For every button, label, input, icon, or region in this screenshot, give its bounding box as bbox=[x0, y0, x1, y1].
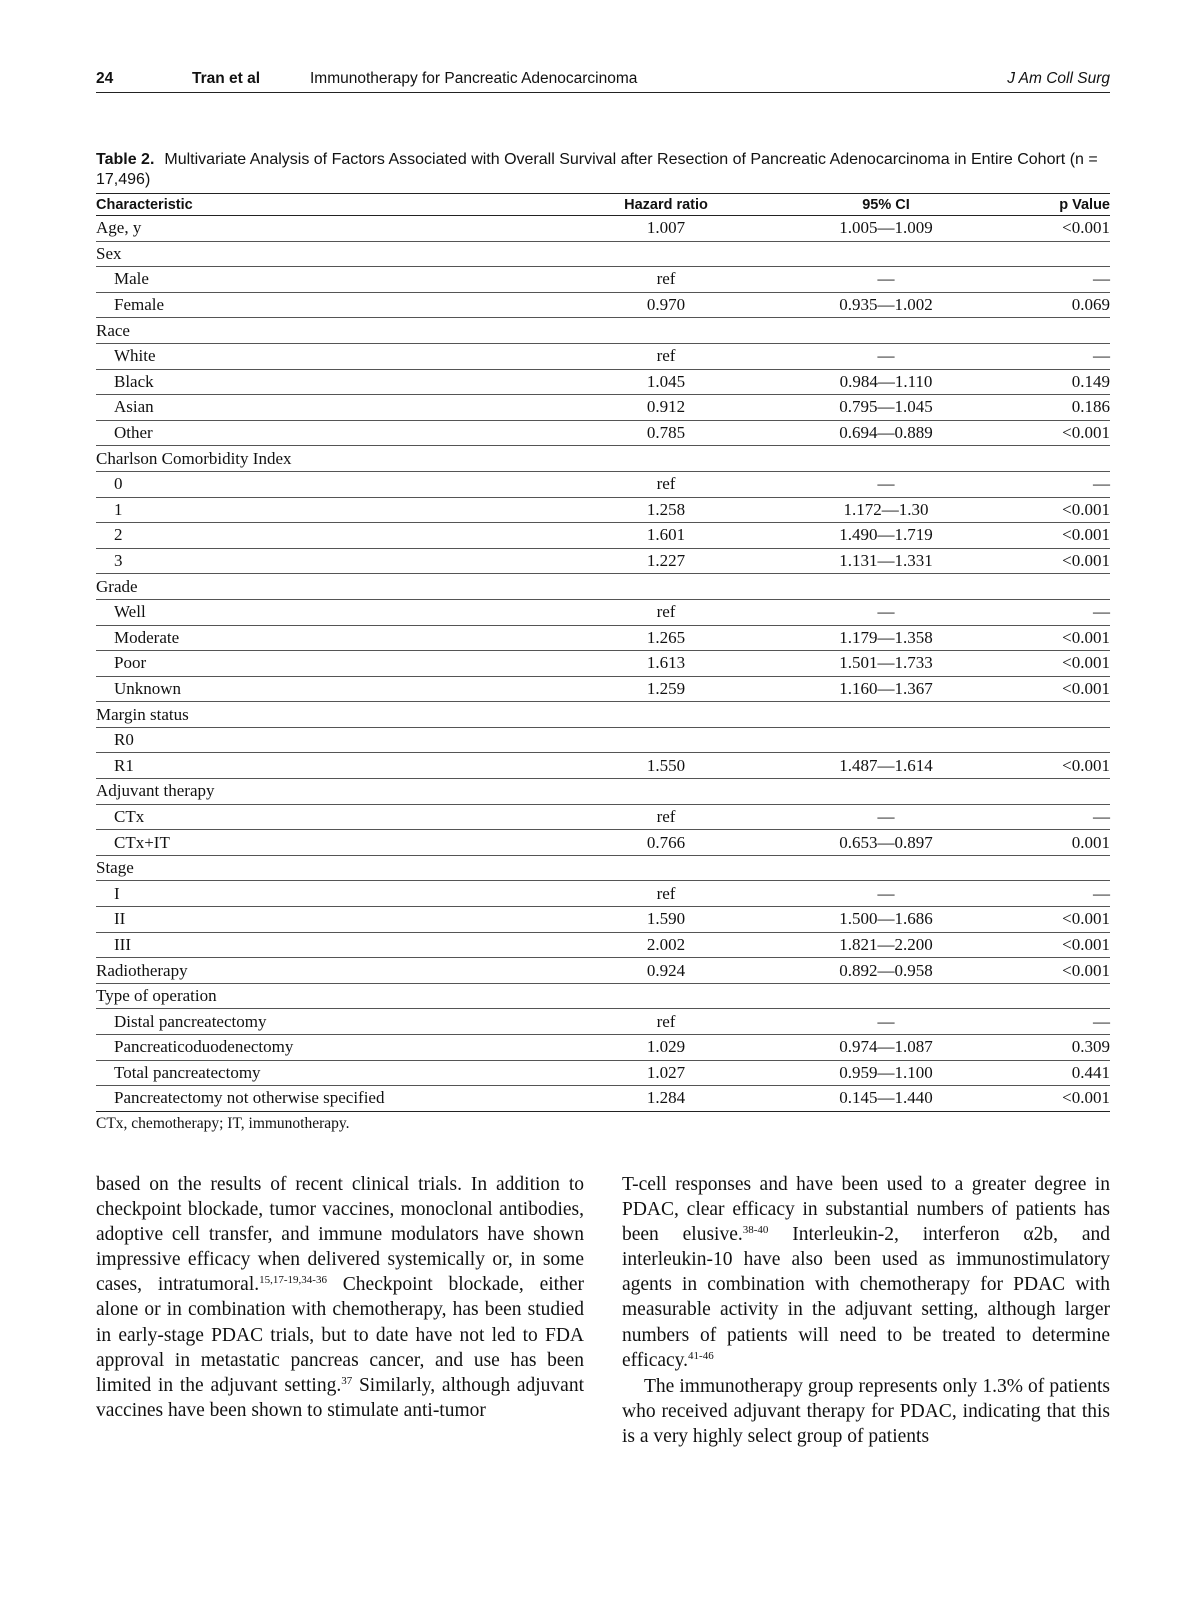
cell-hazard-ratio: 0.785 bbox=[646, 423, 686, 443]
cell-ci: 0.694—0.889 bbox=[839, 423, 933, 443]
cell-hazard-ratio: 1.007 bbox=[646, 218, 686, 238]
cell-hazard-ratio: 2.002 bbox=[646, 934, 686, 954]
table-row bbox=[96, 446, 1110, 472]
cell-hazard-ratio bbox=[556, 727, 776, 753]
cell-characteristic: Female bbox=[114, 295, 165, 315]
cell-p-value bbox=[996, 702, 1110, 728]
cell-ci: 0.795—1.045 bbox=[839, 397, 933, 417]
table-row bbox=[96, 779, 1110, 805]
cell-p-value bbox=[996, 779, 1110, 805]
cell-ci: — bbox=[877, 883, 895, 903]
cell-characteristic: Charlson Comorbidity Index bbox=[96, 448, 292, 468]
cell-hazard-ratio: 1.258 bbox=[646, 499, 686, 519]
cell-p-value: — bbox=[1093, 346, 1110, 366]
cell-characteristic: I bbox=[114, 883, 120, 903]
cell-characteristic: Stage bbox=[96, 858, 134, 878]
cell-hazard-ratio: 1.259 bbox=[646, 678, 686, 698]
cell-p-value: 0.001 bbox=[1071, 832, 1110, 852]
cell-p-value: <0.001 bbox=[1062, 678, 1110, 698]
cell-p-value: <0.001 bbox=[1062, 551, 1110, 571]
cell-p-value: <0.001 bbox=[1062, 218, 1110, 238]
cell-p-value: <0.001 bbox=[1062, 1088, 1110, 1108]
cell-hazard-ratio bbox=[556, 779, 776, 805]
body-text: T-cell responses and have been used to a greater degree in PDAC, clear efficacy in substantial numbers of patients has been elusive. bbox=[622, 1174, 1110, 1246]
column-header-characteristic: Characteristic bbox=[96, 196, 193, 213]
table-row bbox=[96, 983, 1110, 1009]
cell-hazard-ratio: ref bbox=[656, 806, 676, 826]
table-row bbox=[96, 651, 1110, 677]
cell-p-value: — bbox=[1093, 806, 1110, 826]
cell-hazard-ratio bbox=[556, 702, 776, 728]
cell-p-value: — bbox=[1093, 1011, 1110, 1031]
cell-ci: 0.984—1.110 bbox=[839, 371, 933, 391]
cell-hazard-ratio bbox=[556, 855, 776, 881]
cell-characteristic: Poor bbox=[114, 653, 147, 673]
body-column-left bbox=[96, 1172, 584, 1423]
cell-characteristic: Well bbox=[114, 602, 146, 622]
table-row bbox=[96, 1086, 1110, 1112]
cell-p-value bbox=[996, 574, 1110, 600]
cell-ci bbox=[776, 318, 996, 344]
body-text: Interleukin-2, interferon α2b, and interleukin-10 have also been used as immunostimulatory agents in combination with chemotherapy for PDAC with measurable activity in the adjuvant setting, although larger numbers of patients will need to be treated to determine efficacy. bbox=[622, 1224, 1111, 1371]
body-column-right bbox=[622, 1172, 1110, 1449]
cell-characteristic: Asian bbox=[114, 397, 154, 417]
table-label: Table 2. bbox=[96, 151, 155, 168]
table-row bbox=[96, 523, 1110, 549]
cell-characteristic: III bbox=[114, 934, 131, 954]
cell-ci bbox=[776, 727, 996, 753]
cell-p-value: <0.001 bbox=[1062, 499, 1110, 519]
cell-ci: 0.974—1.087 bbox=[839, 1037, 933, 1057]
cell-ci: 1.500—1.686 bbox=[839, 909, 933, 929]
cell-hazard-ratio: 1.550 bbox=[646, 755, 686, 775]
table-row bbox=[96, 267, 1110, 293]
cell-characteristic: Adjuvant therapy bbox=[96, 781, 215, 801]
cell-ci: — bbox=[877, 806, 895, 826]
cell-ci: 1.821—2.200 bbox=[839, 934, 933, 954]
cell-ci bbox=[776, 446, 996, 472]
cell-ci: 1.172—1.30 bbox=[843, 499, 929, 519]
citation-superscript: 37 bbox=[341, 1374, 353, 1387]
table-row bbox=[96, 599, 1110, 625]
cell-characteristic: Distal pancreatectomy bbox=[114, 1011, 267, 1031]
cell-p-value: <0.001 bbox=[1062, 755, 1110, 775]
cell-ci: 1.487—1.614 bbox=[839, 755, 933, 775]
cell-ci bbox=[776, 574, 996, 600]
body-paragraph bbox=[96, 1172, 584, 1423]
table-row bbox=[96, 676, 1110, 702]
body-text: Checkpoint blockade, either alone or in combination with chemotherapy, has been studied in early-stage PDAC trials, but to date have not led to FDA approval in metastatic pancreas cancer, and use has been limited in the adjuvant setting. bbox=[96, 1274, 584, 1396]
cell-p-value: <0.001 bbox=[1062, 525, 1110, 545]
body-text: The immunotherapy group represents only 1.3% of patients who received adjuvant therapy for PDAC, indicating that this is a very highly select group of patients bbox=[622, 1375, 1110, 1447]
cell-characteristic: R0 bbox=[114, 730, 134, 750]
table-row bbox=[96, 907, 1110, 933]
cell-ci: — bbox=[877, 474, 895, 494]
cell-ci: — bbox=[877, 346, 895, 366]
cell-p-value: 0.069 bbox=[1071, 295, 1110, 315]
cell-p-value: 0.149 bbox=[1071, 371, 1110, 391]
column-header-hazard-ratio: Hazard ratio bbox=[624, 196, 708, 213]
cell-p-value bbox=[996, 727, 1110, 753]
citation-superscript: 38-40 bbox=[742, 1224, 769, 1237]
table-row bbox=[96, 292, 1110, 318]
cell-p-value: 0.186 bbox=[1071, 397, 1110, 417]
cell-p-value bbox=[996, 446, 1110, 472]
table-row bbox=[96, 548, 1110, 574]
table-row bbox=[96, 727, 1110, 753]
table-row bbox=[96, 881, 1110, 907]
cell-characteristic: Pancreaticoduodenectomy bbox=[114, 1037, 294, 1057]
running-title: Immunotherapy for Pancreatic Adenocarcinoma bbox=[310, 70, 638, 87]
cell-ci: 0.892—0.958 bbox=[839, 960, 933, 980]
cell-hazard-ratio: 1.284 bbox=[646, 1088, 686, 1108]
cell-ci bbox=[776, 702, 996, 728]
cell-hazard-ratio: ref bbox=[656, 883, 676, 903]
cell-ci: — bbox=[877, 269, 895, 289]
running-header bbox=[96, 66, 1110, 93]
table-row bbox=[96, 343, 1110, 369]
body-paragraph bbox=[622, 1374, 1110, 1449]
cell-hazard-ratio: ref bbox=[656, 474, 676, 494]
cell-characteristic: Other bbox=[114, 423, 153, 443]
table-row bbox=[96, 318, 1110, 344]
results-table bbox=[96, 193, 1110, 1112]
cell-hazard-ratio: ref bbox=[656, 269, 676, 289]
cell-characteristic: Grade bbox=[96, 576, 138, 596]
cell-characteristic: Race bbox=[96, 320, 130, 340]
table-row bbox=[96, 804, 1110, 830]
cell-ci: 0.145—1.440 bbox=[839, 1088, 933, 1108]
table-body bbox=[96, 216, 1110, 1112]
table-row bbox=[96, 369, 1110, 395]
cell-characteristic: CTx+IT bbox=[114, 832, 170, 852]
table-row bbox=[96, 574, 1110, 600]
cell-characteristic: 2 bbox=[114, 525, 123, 545]
cell-characteristic: CTx bbox=[114, 806, 145, 826]
cell-characteristic: Black bbox=[114, 371, 154, 391]
cell-p-value: <0.001 bbox=[1062, 909, 1110, 929]
cell-p-value bbox=[996, 241, 1110, 267]
table-caption bbox=[96, 150, 1110, 190]
body-paragraph bbox=[622, 1172, 1110, 1373]
journal-name: J Am Coll Surg bbox=[1007, 70, 1110, 87]
table-row bbox=[96, 932, 1110, 958]
cell-hazard-ratio: ref bbox=[656, 602, 676, 622]
cell-p-value bbox=[996, 855, 1110, 881]
cell-characteristic: Radiotherapy bbox=[96, 960, 188, 980]
cell-hazard-ratio: 0.912 bbox=[646, 397, 686, 417]
cell-hazard-ratio: 1.227 bbox=[646, 551, 686, 571]
cell-p-value: <0.001 bbox=[1062, 653, 1110, 673]
cell-p-value: 0.441 bbox=[1071, 1062, 1110, 1082]
cell-p-value: — bbox=[1093, 474, 1110, 494]
table-row bbox=[96, 702, 1110, 728]
cell-characteristic: Margin status bbox=[96, 704, 189, 724]
cell-ci bbox=[776, 241, 996, 267]
cell-ci bbox=[776, 855, 996, 881]
cell-hazard-ratio: 1.613 bbox=[646, 653, 686, 673]
cell-p-value: <0.001 bbox=[1062, 423, 1110, 443]
table-row bbox=[96, 753, 1110, 779]
cell-ci bbox=[776, 983, 996, 1009]
table-row bbox=[96, 1035, 1110, 1061]
cell-hazard-ratio: 0.924 bbox=[646, 960, 686, 980]
cell-hazard-ratio bbox=[556, 574, 776, 600]
table-row bbox=[96, 1009, 1110, 1035]
citation-superscript: 41-46 bbox=[688, 1349, 714, 1362]
cell-characteristic: 3 bbox=[114, 551, 123, 571]
cell-hazard-ratio: 1.029 bbox=[646, 1037, 686, 1057]
cell-ci: 1.490—1.719 bbox=[839, 525, 933, 545]
cell-p-value: — bbox=[1093, 602, 1110, 622]
table-row bbox=[96, 958, 1110, 984]
cell-hazard-ratio: 1.027 bbox=[646, 1062, 686, 1082]
cell-characteristic: Unknown bbox=[114, 678, 182, 698]
cell-p-value: <0.001 bbox=[1062, 960, 1110, 980]
table-row bbox=[96, 1060, 1110, 1086]
table-header-row bbox=[96, 194, 1110, 216]
cell-ci: 0.653—0.897 bbox=[839, 832, 933, 852]
cell-characteristic: Male bbox=[114, 269, 149, 289]
column-header-ci: 95% CI bbox=[862, 196, 910, 213]
cell-hazard-ratio: 1.601 bbox=[646, 525, 686, 545]
cell-hazard-ratio: 1.265 bbox=[646, 627, 686, 647]
cell-characteristic: Sex bbox=[96, 243, 122, 263]
cell-characteristic: R1 bbox=[114, 755, 134, 775]
cell-hazard-ratio: ref bbox=[656, 1011, 676, 1031]
cell-p-value bbox=[996, 318, 1110, 344]
cell-ci: 1.131—1.331 bbox=[839, 551, 933, 571]
cell-hazard-ratio bbox=[556, 318, 776, 344]
citation-superscript: 15,17-19,34-36 bbox=[259, 1274, 327, 1287]
cell-p-value: 0.309 bbox=[1071, 1037, 1110, 1057]
cell-characteristic: Age, y bbox=[96, 218, 142, 238]
page-number: 24 bbox=[96, 70, 114, 87]
body-text: Similarly, although adjuvant vaccines have been shown to stimulate anti-tumor bbox=[96, 1374, 584, 1421]
cell-ci: 1.005—1.009 bbox=[839, 218, 933, 238]
cell-hazard-ratio: 1.045 bbox=[646, 371, 686, 391]
cell-p-value: — bbox=[1093, 269, 1110, 289]
cell-ci: 0.935—1.002 bbox=[839, 295, 933, 315]
cell-characteristic: Moderate bbox=[114, 627, 180, 647]
table-row bbox=[96, 216, 1110, 242]
cell-characteristic: Type of operation bbox=[96, 986, 217, 1006]
cell-ci: 0.959—1.100 bbox=[839, 1062, 933, 1082]
cell-hazard-ratio bbox=[556, 983, 776, 1009]
table-row bbox=[96, 395, 1110, 421]
body-text: based on the results of recent clinical trials. In addition to checkpoint blockade, tumor vaccines, monoclonal antibodies, adoptive cell transfer, and immune modulators have shown impressive efficacy when delivered systemically or, in some cases, intratumoral. bbox=[96, 1174, 584, 1296]
cell-p-value: <0.001 bbox=[1062, 627, 1110, 647]
table-footnote: CTx, chemotherapy; IT, immunotherapy. bbox=[96, 1115, 350, 1132]
cell-ci: — bbox=[877, 1011, 895, 1031]
cell-p-value bbox=[996, 983, 1110, 1009]
cell-ci: 1.501—1.733 bbox=[839, 653, 933, 673]
cell-characteristic: Pancreatectomy not otherwise specified bbox=[114, 1088, 385, 1108]
table-row bbox=[96, 497, 1110, 523]
cell-hazard-ratio: 0.766 bbox=[646, 832, 686, 852]
column-header-p-value: p Value bbox=[1059, 196, 1110, 213]
cell-characteristic: 1 bbox=[114, 499, 123, 519]
cell-characteristic: II bbox=[114, 909, 126, 929]
cell-ci bbox=[776, 779, 996, 805]
cell-hazard-ratio: 1.590 bbox=[646, 909, 686, 929]
cell-ci: 1.160—1.367 bbox=[839, 678, 933, 698]
cell-characteristic: Total pancreatectomy bbox=[114, 1062, 261, 1082]
cell-hazard-ratio bbox=[556, 446, 776, 472]
table-row bbox=[96, 625, 1110, 651]
cell-hazard-ratio: 0.970 bbox=[646, 295, 686, 315]
cell-hazard-ratio bbox=[556, 241, 776, 267]
cell-characteristic: 0 bbox=[114, 474, 123, 494]
table-row bbox=[96, 471, 1110, 497]
cell-p-value: <0.001 bbox=[1062, 934, 1110, 954]
cell-ci: — bbox=[877, 602, 895, 622]
running-authors: Tran et al bbox=[192, 70, 261, 87]
cell-p-value: — bbox=[1093, 883, 1110, 903]
table-row bbox=[96, 830, 1110, 856]
cell-ci: 1.179—1.358 bbox=[839, 627, 933, 647]
table-row bbox=[96, 855, 1110, 881]
cell-hazard-ratio: ref bbox=[656, 346, 676, 366]
cell-characteristic: White bbox=[114, 346, 156, 366]
table-row bbox=[96, 420, 1110, 446]
table-row bbox=[96, 241, 1110, 267]
table-caption-text: Multivariate Analysis of Factors Associated with Overall Survival after Resection of Pancreatic Adenocarcinoma in Entire Cohort (n = 17,496) bbox=[96, 151, 1098, 188]
